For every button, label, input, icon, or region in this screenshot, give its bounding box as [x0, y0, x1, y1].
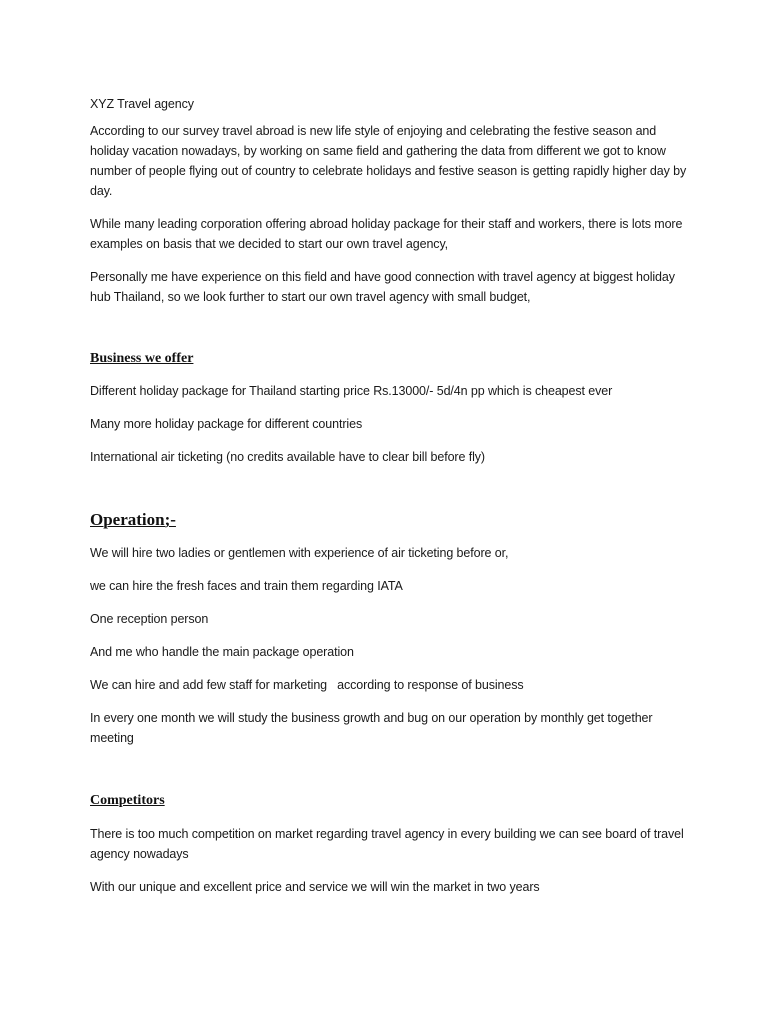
operation-heading: Operation;-	[90, 510, 176, 529]
operation-item-3: One reception person	[90, 612, 209, 626]
operation-item-2: we can hire the fresh faces and train them regarding IATA	[90, 579, 403, 593]
operation-item-5: We can hire and add few staff for marketing according to response of business	[90, 678, 524, 692]
competitors-item-1: There is too much competition on market regarding travel agency in every building we can see board of travel agency nowadays	[90, 827, 684, 861]
operation-item-4: And me who handle the main package operation	[90, 645, 354, 659]
intro-paragraph-1: According to our survey travel abroad is new life style of enjoying and celebrating the festive season and holiday vacation nowadays, by working on same field and gathering the data from different we got to know number of people flying out of country to celebrate holidays and festive season is getting rapidly higher day by day.	[90, 124, 687, 198]
intro-paragraph-2: While many leading corporation offering abroad holiday package for their staff and workers, there is lots more examples on basis that we decided to start our own travel agency,	[90, 217, 683, 251]
business-heading: Business we offer	[90, 351, 194, 366]
document-page	[90, 94, 690, 897]
competitors-heading: Competitors	[90, 793, 165, 808]
competitors-item-2: With our unique and excellent price and service we will win the market in two years	[90, 880, 540, 894]
business-item-1: Different holiday package for Thailand starting price Rs.13000/- 5d/4n pp which is cheapest ever	[90, 384, 613, 398]
operation-item-6: In every one month we will study the business growth and bug on our operation by monthly get together meeting	[90, 711, 653, 745]
business-item-3: International air ticketing (no credits available have to clear bill before fly)	[90, 450, 485, 464]
document-title: XYZ Travel agency	[90, 97, 194, 111]
business-item-2: Many more holiday package for different countries	[90, 417, 363, 431]
intro-paragraph-3: Personally me have experience on this field and have good connection with travel agency at biggest holiday hub Thailand, so we look further to start our own travel agency with small budget,	[90, 270, 675, 304]
operation-item-1: We will hire two ladies or gentlemen with experience of air ticketing before or,	[90, 546, 509, 560]
